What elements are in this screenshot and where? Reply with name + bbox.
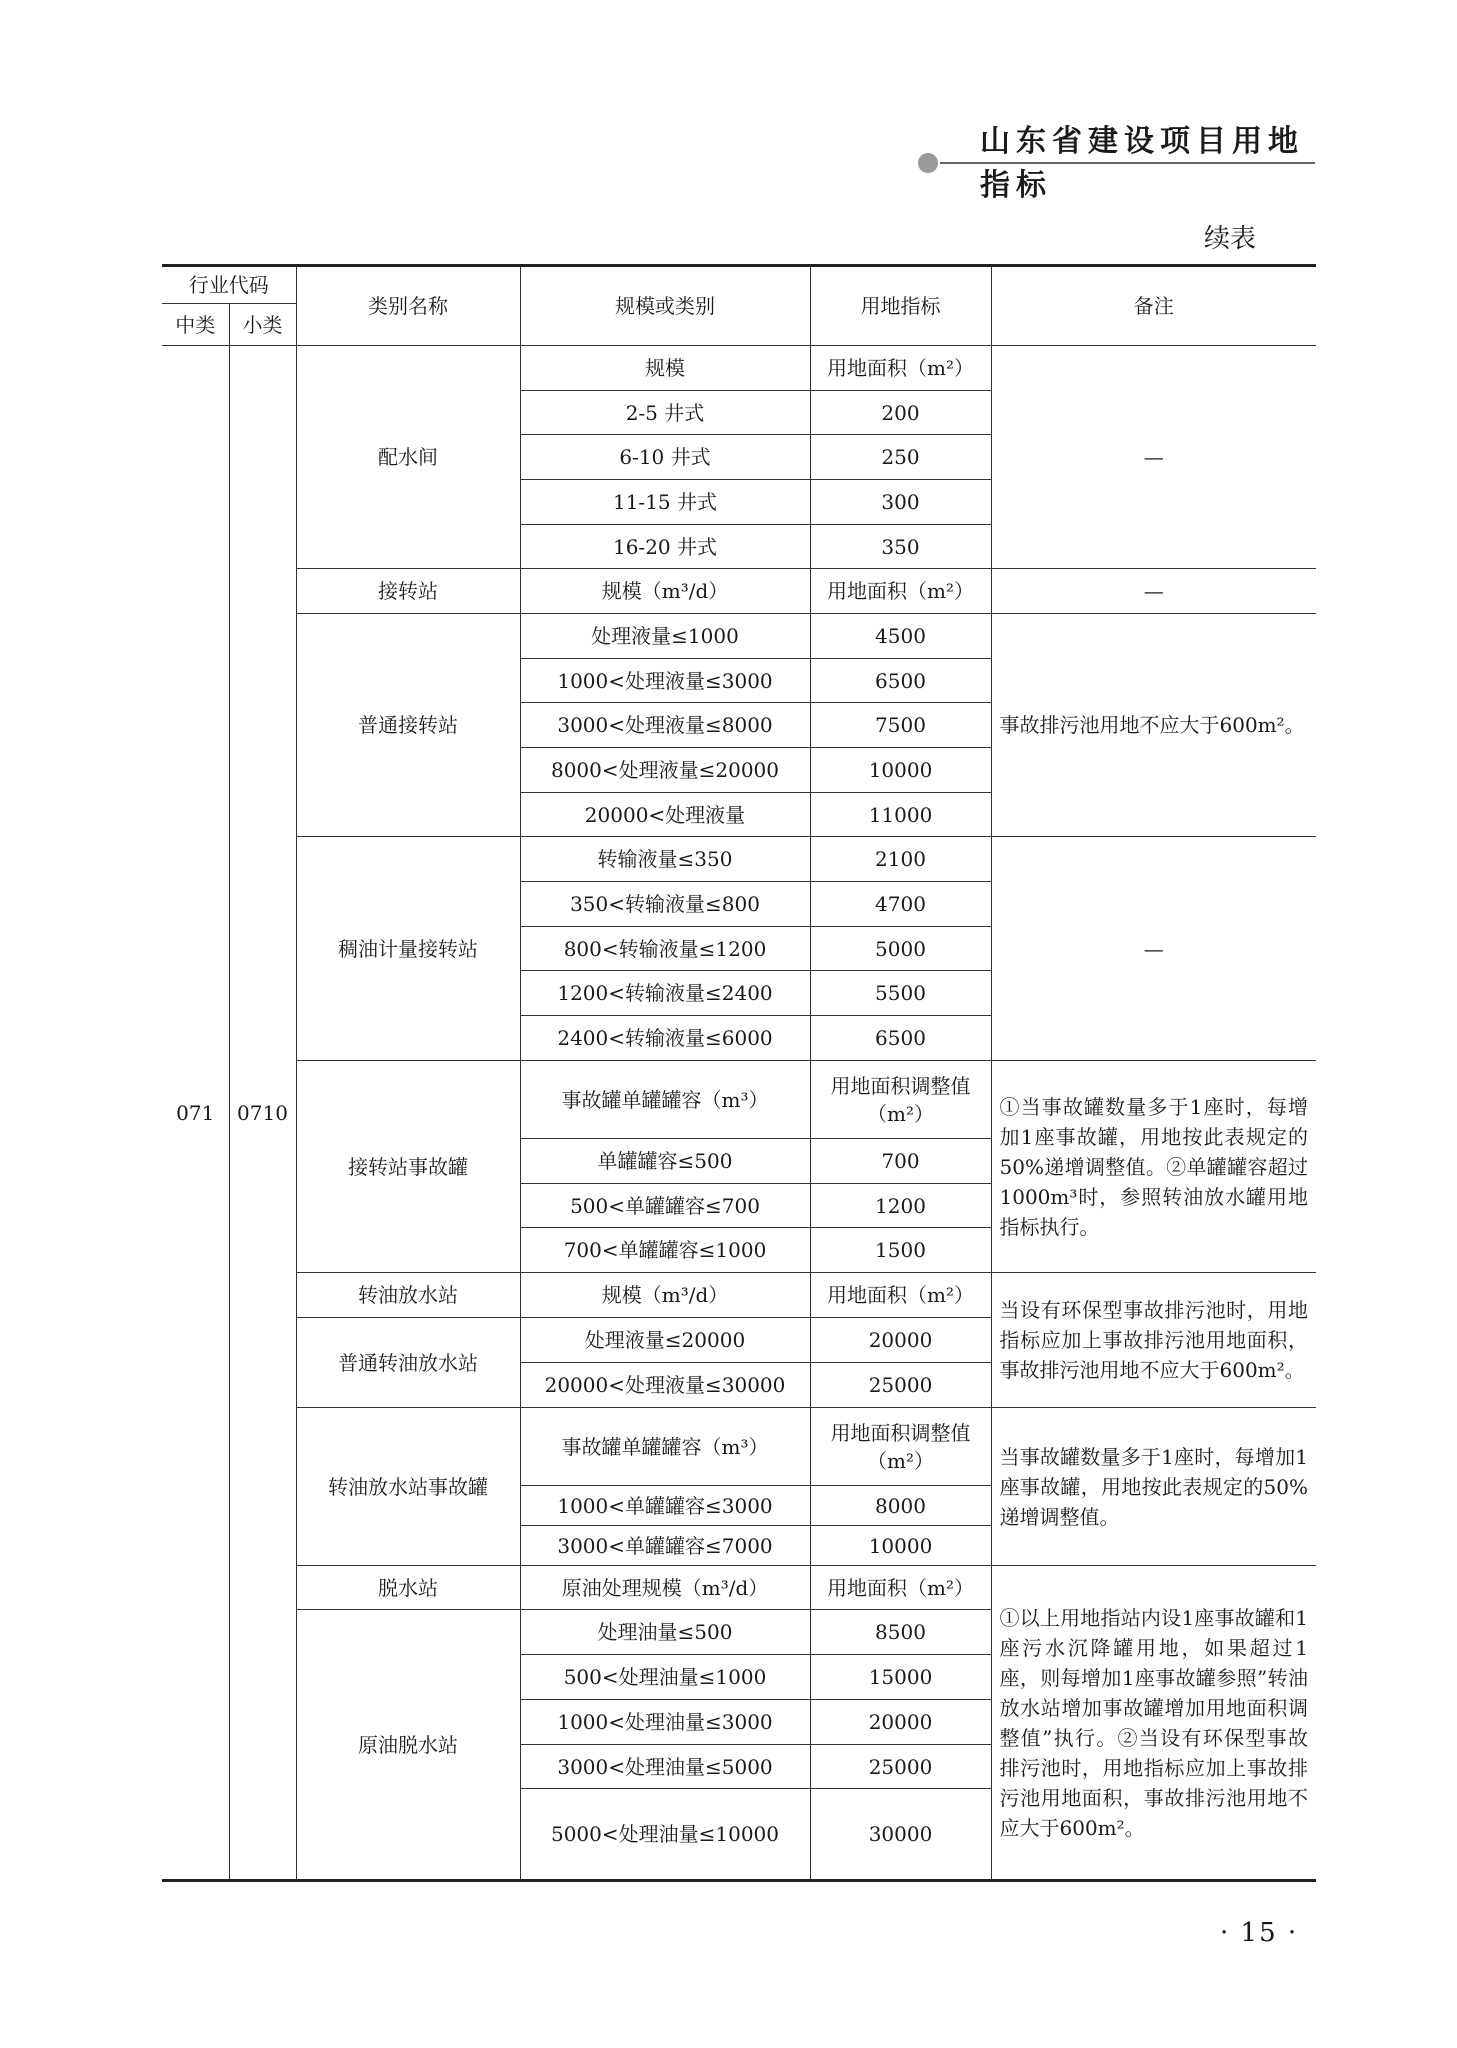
scale-cell: 事故罐单罐罐容（m³） (520, 1061, 810, 1139)
category-name: 接转站事故罐 (296, 1061, 520, 1273)
scale-cell: 5000<处理油量≤10000 (520, 1789, 810, 1881)
category-name: 普通接转站 (296, 614, 520, 837)
scale-cell: 单罐罐容≤500 (520, 1139, 810, 1184)
indicator-cell: 10000 (810, 1526, 991, 1566)
indicator-cell: 6500 (810, 659, 991, 703)
scale-cell: 20000<处理液量≤30000 (520, 1363, 810, 1408)
scale-cell: 1000<处理油量≤3000 (520, 1700, 810, 1745)
indicator-cell: 用地面积（m²） (810, 569, 991, 614)
indicator-cell: 700 (810, 1139, 991, 1184)
industry-code-header: 行业代码 (162, 266, 296, 304)
indicator-cell: 用地面积（m²） (810, 1273, 991, 1318)
scale-cell: 700<单罐罐容≤1000 (520, 1228, 810, 1273)
indicator-cell: 8500 (810, 1610, 991, 1655)
scale-cell: 2400<转输液量≤6000 (520, 1016, 810, 1061)
scale-cell: 350<转输液量≤800 (520, 882, 810, 927)
note-cell: — (991, 569, 1316, 614)
indicator-cell: 5500 (810, 971, 991, 1016)
indicator-cell: 25000 (810, 1363, 991, 1408)
indicator-cell: 11000 (810, 793, 991, 837)
land-use-indicator-table-wrap (162, 264, 1316, 1882)
category-name: 转油放水站 (296, 1273, 520, 1318)
note-header: 备注 (991, 266, 1316, 346)
header-rule (940, 162, 1315, 164)
indicator-cell: 用地面积（m²） (810, 346, 991, 391)
indicator-cell: 300 (810, 480, 991, 525)
scale-cell: 2-5 井式 (520, 391, 810, 435)
category-name: 脱水站 (296, 1566, 520, 1610)
mid-class-code: 071 (162, 346, 229, 1881)
indicator-cell: 2100 (810, 837, 991, 882)
category-name: 普通转油放水站 (296, 1318, 520, 1408)
running-header-title: 山东省建设项目用地指标 (980, 124, 1304, 203)
indicator-cell: 15000 (810, 1655, 991, 1700)
continued-label: 续表 (1204, 224, 1257, 254)
note-cell: 事故排污池用地不应大于600m²。 (991, 614, 1316, 837)
page-number: · 15 · (1220, 1918, 1299, 1948)
note-cell: 当设有环保型事故排污池时，用地指标应加上事故排污池用地面积，事故排污池用地不应大于600m²。 (991, 1273, 1316, 1408)
scale-cell: 500<处理油量≤1000 (520, 1655, 810, 1700)
scale-cell: 8000<处理液量≤20000 (520, 748, 810, 793)
category-name: 配水间 (296, 346, 520, 569)
indicator-cell: 6500 (810, 1016, 991, 1061)
scale-header: 规模或类别 (520, 266, 810, 346)
category-name: 稠油计量接转站 (296, 837, 520, 1061)
indicator-cell: 5000 (810, 927, 991, 971)
mid-class-header: 中类 (162, 304, 229, 346)
indicator-cell: 8000 (810, 1486, 991, 1526)
note-cell: ①以上用地指站内设1座事故罐和1座污水沉降罐用地，如果超过1座，则每增加1座事故罐参照”转油放水站增加事故罐增加用地面积调整值”执行。②当设有环保型事故排污池时，用地指标应加上事故排污池用地面积，事故排污池用地不应大于600m²。 (991, 1566, 1316, 1881)
scale-cell: 处理油量≤500 (520, 1610, 810, 1655)
indicator-header: 用地指标 (810, 266, 991, 346)
note-cell: — (991, 837, 1316, 1061)
indicator-cell: 350 (810, 525, 991, 569)
scale-cell: 1200<转输液量≤2400 (520, 971, 810, 1016)
scale-cell: 20000<处理液量 (520, 793, 810, 837)
note-cell: 当事故罐数量多于1座时，每增加1座事故罐，用地按此表规定的50%递增调整值。 (991, 1408, 1316, 1566)
scale-cell: 3000<处理油量≤5000 (520, 1745, 810, 1789)
indicator-cell: 用地面积调整值（m²） (810, 1061, 991, 1139)
indicator-cell: 用地面积（m²） (810, 1566, 991, 1610)
scale-cell: 处理液量≤1000 (520, 614, 810, 659)
indicator-cell: 10000 (810, 748, 991, 793)
scale-cell: 500<单罐罐容≤700 (520, 1184, 810, 1228)
category-name: 接转站 (296, 569, 520, 614)
indicator-cell: 4700 (810, 882, 991, 927)
scale-cell: 处理液量≤20000 (520, 1318, 810, 1363)
scale-cell: 16-20 井式 (520, 525, 810, 569)
category-name: 转油放水站事故罐 (296, 1408, 520, 1566)
indicator-cell: 20000 (810, 1700, 991, 1745)
indicator-cell: 30000 (810, 1789, 991, 1881)
indicator-cell: 4500 (810, 614, 991, 659)
category-name-header: 类别名称 (296, 266, 520, 346)
scale-cell: 事故罐单罐罐容（m³） (520, 1408, 810, 1486)
scale-cell: 原油处理规模（m³/d） (520, 1566, 810, 1610)
note-cell: — (991, 346, 1316, 569)
indicator-cell: 250 (810, 435, 991, 480)
indicator-cell: 1500 (810, 1228, 991, 1273)
sub-class-header: 小类 (229, 304, 296, 346)
note-cell: ①当事故罐数量多于1座时，每增加1座事故罐，用地按此表规定的50%递增调整值。②单罐罐容超过1000m³时，参照转油放水罐用地指标执行。 (991, 1061, 1316, 1273)
indicator-cell: 20000 (810, 1318, 991, 1363)
scale-cell: 11-15 井式 (520, 480, 810, 525)
scale-cell: 规模（m³/d） (520, 569, 810, 614)
scale-cell: 3000<单罐罐容≤7000 (520, 1526, 810, 1566)
header-bullet-dot (918, 153, 938, 173)
scale-cell: 800<转输液量≤1200 (520, 927, 810, 971)
scale-cell: 转输液量≤350 (520, 837, 810, 882)
indicator-cell: 200 (810, 391, 991, 435)
scale-cell: 规模 (520, 346, 810, 391)
scale-cell: 1000<单罐罐容≤3000 (520, 1486, 810, 1526)
scale-cell: 1000<处理液量≤3000 (520, 659, 810, 703)
scale-cell: 规模（m³/d） (520, 1273, 810, 1318)
scale-cell: 3000<处理液量≤8000 (520, 703, 810, 748)
indicator-cell: 用地面积调整值（m²） (810, 1408, 991, 1486)
sub-class-code: 0710 (229, 346, 296, 1881)
land-use-indicator-table (162, 264, 1316, 1882)
indicator-cell: 7500 (810, 703, 991, 748)
category-name: 原油脱水站 (296, 1610, 520, 1881)
scale-cell: 6-10 井式 (520, 435, 810, 480)
indicator-cell: 1200 (810, 1184, 991, 1228)
indicator-cell: 25000 (810, 1745, 991, 1789)
